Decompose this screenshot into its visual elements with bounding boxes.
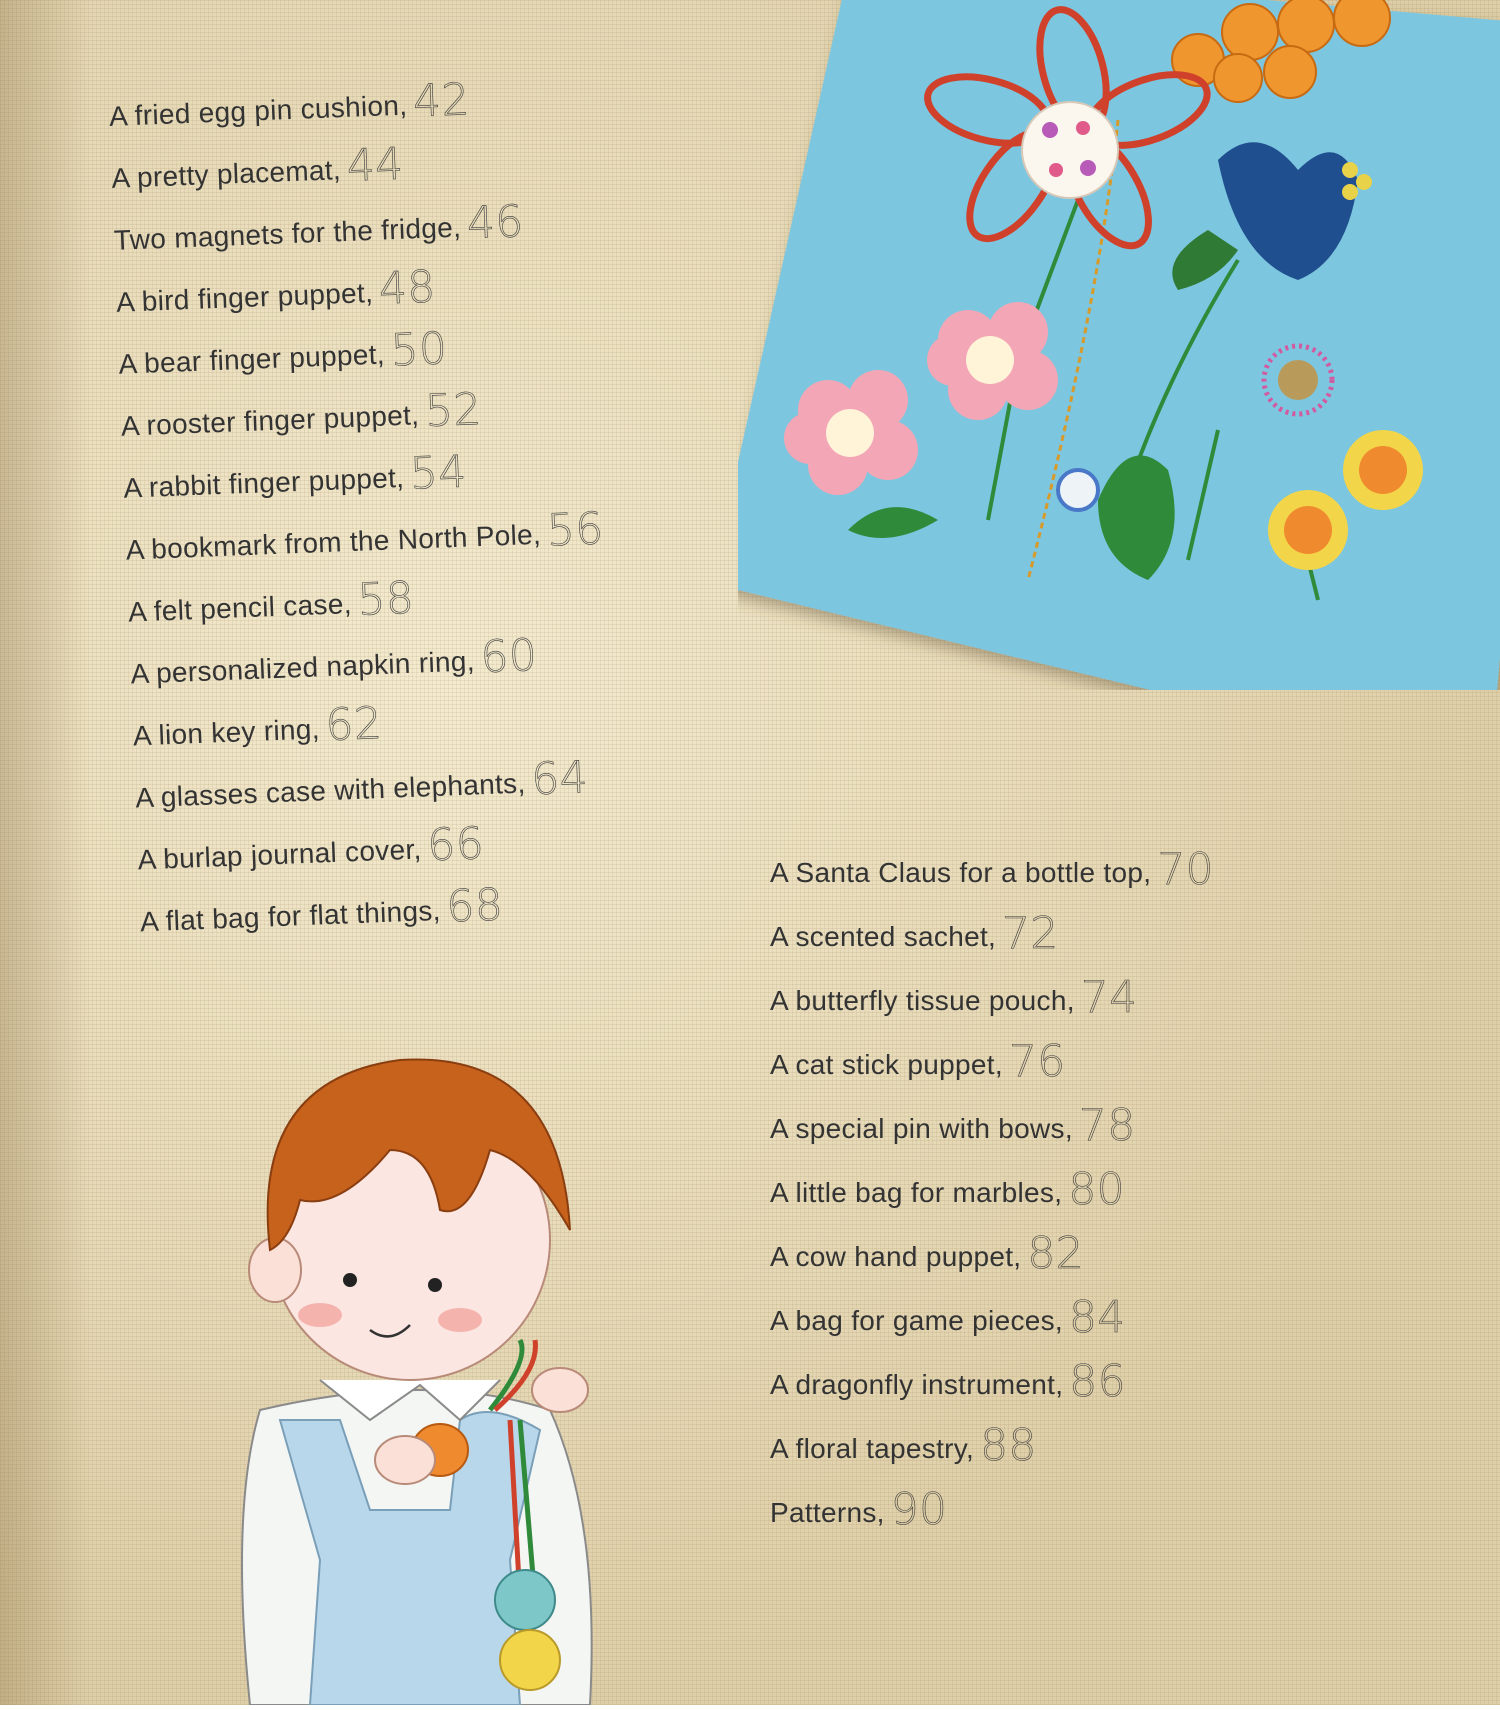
toc-entry-page: 86 — [1069, 1356, 1126, 1407]
boy-illustration — [190, 1040, 670, 1705]
toc-entry[interactable] — [122, 445, 467, 509]
toc-entry-page: 52 — [424, 383, 483, 438]
toc-entry-title: A bird finger puppet, — [115, 276, 374, 318]
toc-entry-page: 72 — [1002, 908, 1059, 959]
toc-entry-page: 78 — [1078, 1100, 1136, 1151]
toc-entry-title: A Santa Claus for a bottle top, — [770, 857, 1152, 888]
toc-entry-title: A bag for game pieces, — [770, 1305, 1063, 1336]
toc-entry-page: 68 — [445, 879, 505, 933]
toc-entry-title: A little bag for marbles, — [770, 1177, 1063, 1208]
toc-entry-page: 80 — [1068, 1164, 1125, 1215]
toc-entry[interactable] — [127, 571, 415, 633]
toc-entry-page: 82 — [1027, 1228, 1084, 1279]
toc-entry-page: 56 — [545, 503, 605, 557]
toc-entry[interactable] — [110, 137, 404, 199]
toc-entry[interactable] — [770, 970, 1137, 1021]
toc-entry-title: A burlap journal cover, — [137, 833, 423, 876]
toc-entry-title: A lion key ring, — [132, 713, 321, 752]
toc-entry-title: A flat bag for flat things, — [139, 894, 442, 938]
toc-entry-page: 62 — [324, 697, 384, 752]
page-shadow — [0, 0, 90, 1705]
toc-entry[interactable] — [125, 501, 605, 570]
toc-entry-title: A dragonfly instrument, — [770, 1369, 1064, 1400]
toc-entry-title: A floral tapestry, — [770, 1433, 975, 1464]
boy-icon — [190, 1040, 670, 1705]
toc-entry-page: 42 — [412, 74, 471, 128]
toc-entry[interactable] — [770, 1162, 1125, 1213]
toc-entry[interactable] — [113, 194, 525, 261]
toc-entry-title: A bookmark from the North Pole, — [125, 518, 542, 566]
toc-entry-page: 74 — [1080, 972, 1138, 1023]
toc-entry[interactable] — [770, 1354, 1126, 1405]
felt-flower-picture — [738, 0, 1500, 690]
toc-entry[interactable] — [134, 750, 589, 818]
toc-entry-page: 90 — [890, 1484, 948, 1535]
toc-entry-title: A butterfly tissue pouch, — [770, 985, 1075, 1016]
toc-entry[interactable] — [137, 816, 485, 880]
toc-entry-title: A cow hand puppet, — [770, 1241, 1022, 1272]
toc-entry-page: 46 — [465, 196, 525, 250]
toc-entry[interactable] — [139, 877, 504, 942]
toc-entry[interactable] — [770, 1290, 1126, 1341]
toc-entry-page: 88 — [980, 1420, 1037, 1471]
toc-entry-title: A bear finger puppet, — [118, 338, 386, 380]
toc-entry[interactable] — [770, 1418, 1037, 1469]
toc-entry-page: 54 — [409, 446, 468, 500]
toc-entry[interactable] — [770, 1482, 947, 1533]
toc-entry-page: 58 — [356, 572, 416, 626]
toc-entry[interactable] — [770, 906, 1059, 957]
toc-entry[interactable] — [118, 321, 449, 385]
toc-entry-page: 48 — [377, 261, 437, 315]
toc-entry-title: A fried egg pin cushion, — [108, 89, 408, 132]
toc-entry-title: A cat stick puppet, — [770, 1049, 1003, 1080]
toc-entry[interactable] — [770, 1226, 1084, 1277]
felt-flower-icon — [738, 0, 1500, 690]
toc-entry-title: A special pin with bows, — [770, 1113, 1073, 1144]
toc-entry[interactable] — [132, 696, 383, 757]
toc-entry[interactable] — [770, 842, 1214, 893]
toc-entry[interactable] — [770, 1098, 1136, 1149]
toc-entry-page: 44 — [345, 138, 405, 192]
toc-entry-page: 64 — [530, 752, 589, 806]
toc-entry[interactable] — [120, 382, 483, 447]
toc-entry-title: A personalized napkin ring, — [129, 645, 476, 690]
toc-entry[interactable] — [115, 260, 436, 323]
toc-entry-title: A glasses case with elephants, — [134, 767, 527, 814]
toc-entry-page: 50 — [389, 323, 449, 377]
toc-entry-page: 76 — [1008, 1036, 1066, 1087]
toc-entry[interactable] — [770, 1034, 1066, 1085]
toc-entry-page: 70 — [1157, 844, 1214, 895]
toc-entry-title: A pretty placemat, — [110, 154, 342, 194]
toc-entry-page: 84 — [1069, 1292, 1126, 1343]
toc-entry-title: A rooster finger puppet, — [120, 399, 420, 442]
toc-entry-title: Two magnets for the fridge, — [113, 211, 462, 256]
toc-entry-title: A scented sachet, — [770, 921, 997, 952]
toc-entry-title: A rabbit finger puppet, — [122, 461, 405, 504]
toc-entry-page: 60 — [479, 629, 539, 684]
toc-entry[interactable] — [108, 72, 471, 137]
toc-entry-title: Patterns, — [770, 1497, 885, 1528]
toc-entry-title: A felt pencil case, — [127, 588, 353, 628]
toc-entry[interactable] — [129, 628, 538, 695]
toc-entry-page: 66 — [426, 818, 485, 872]
